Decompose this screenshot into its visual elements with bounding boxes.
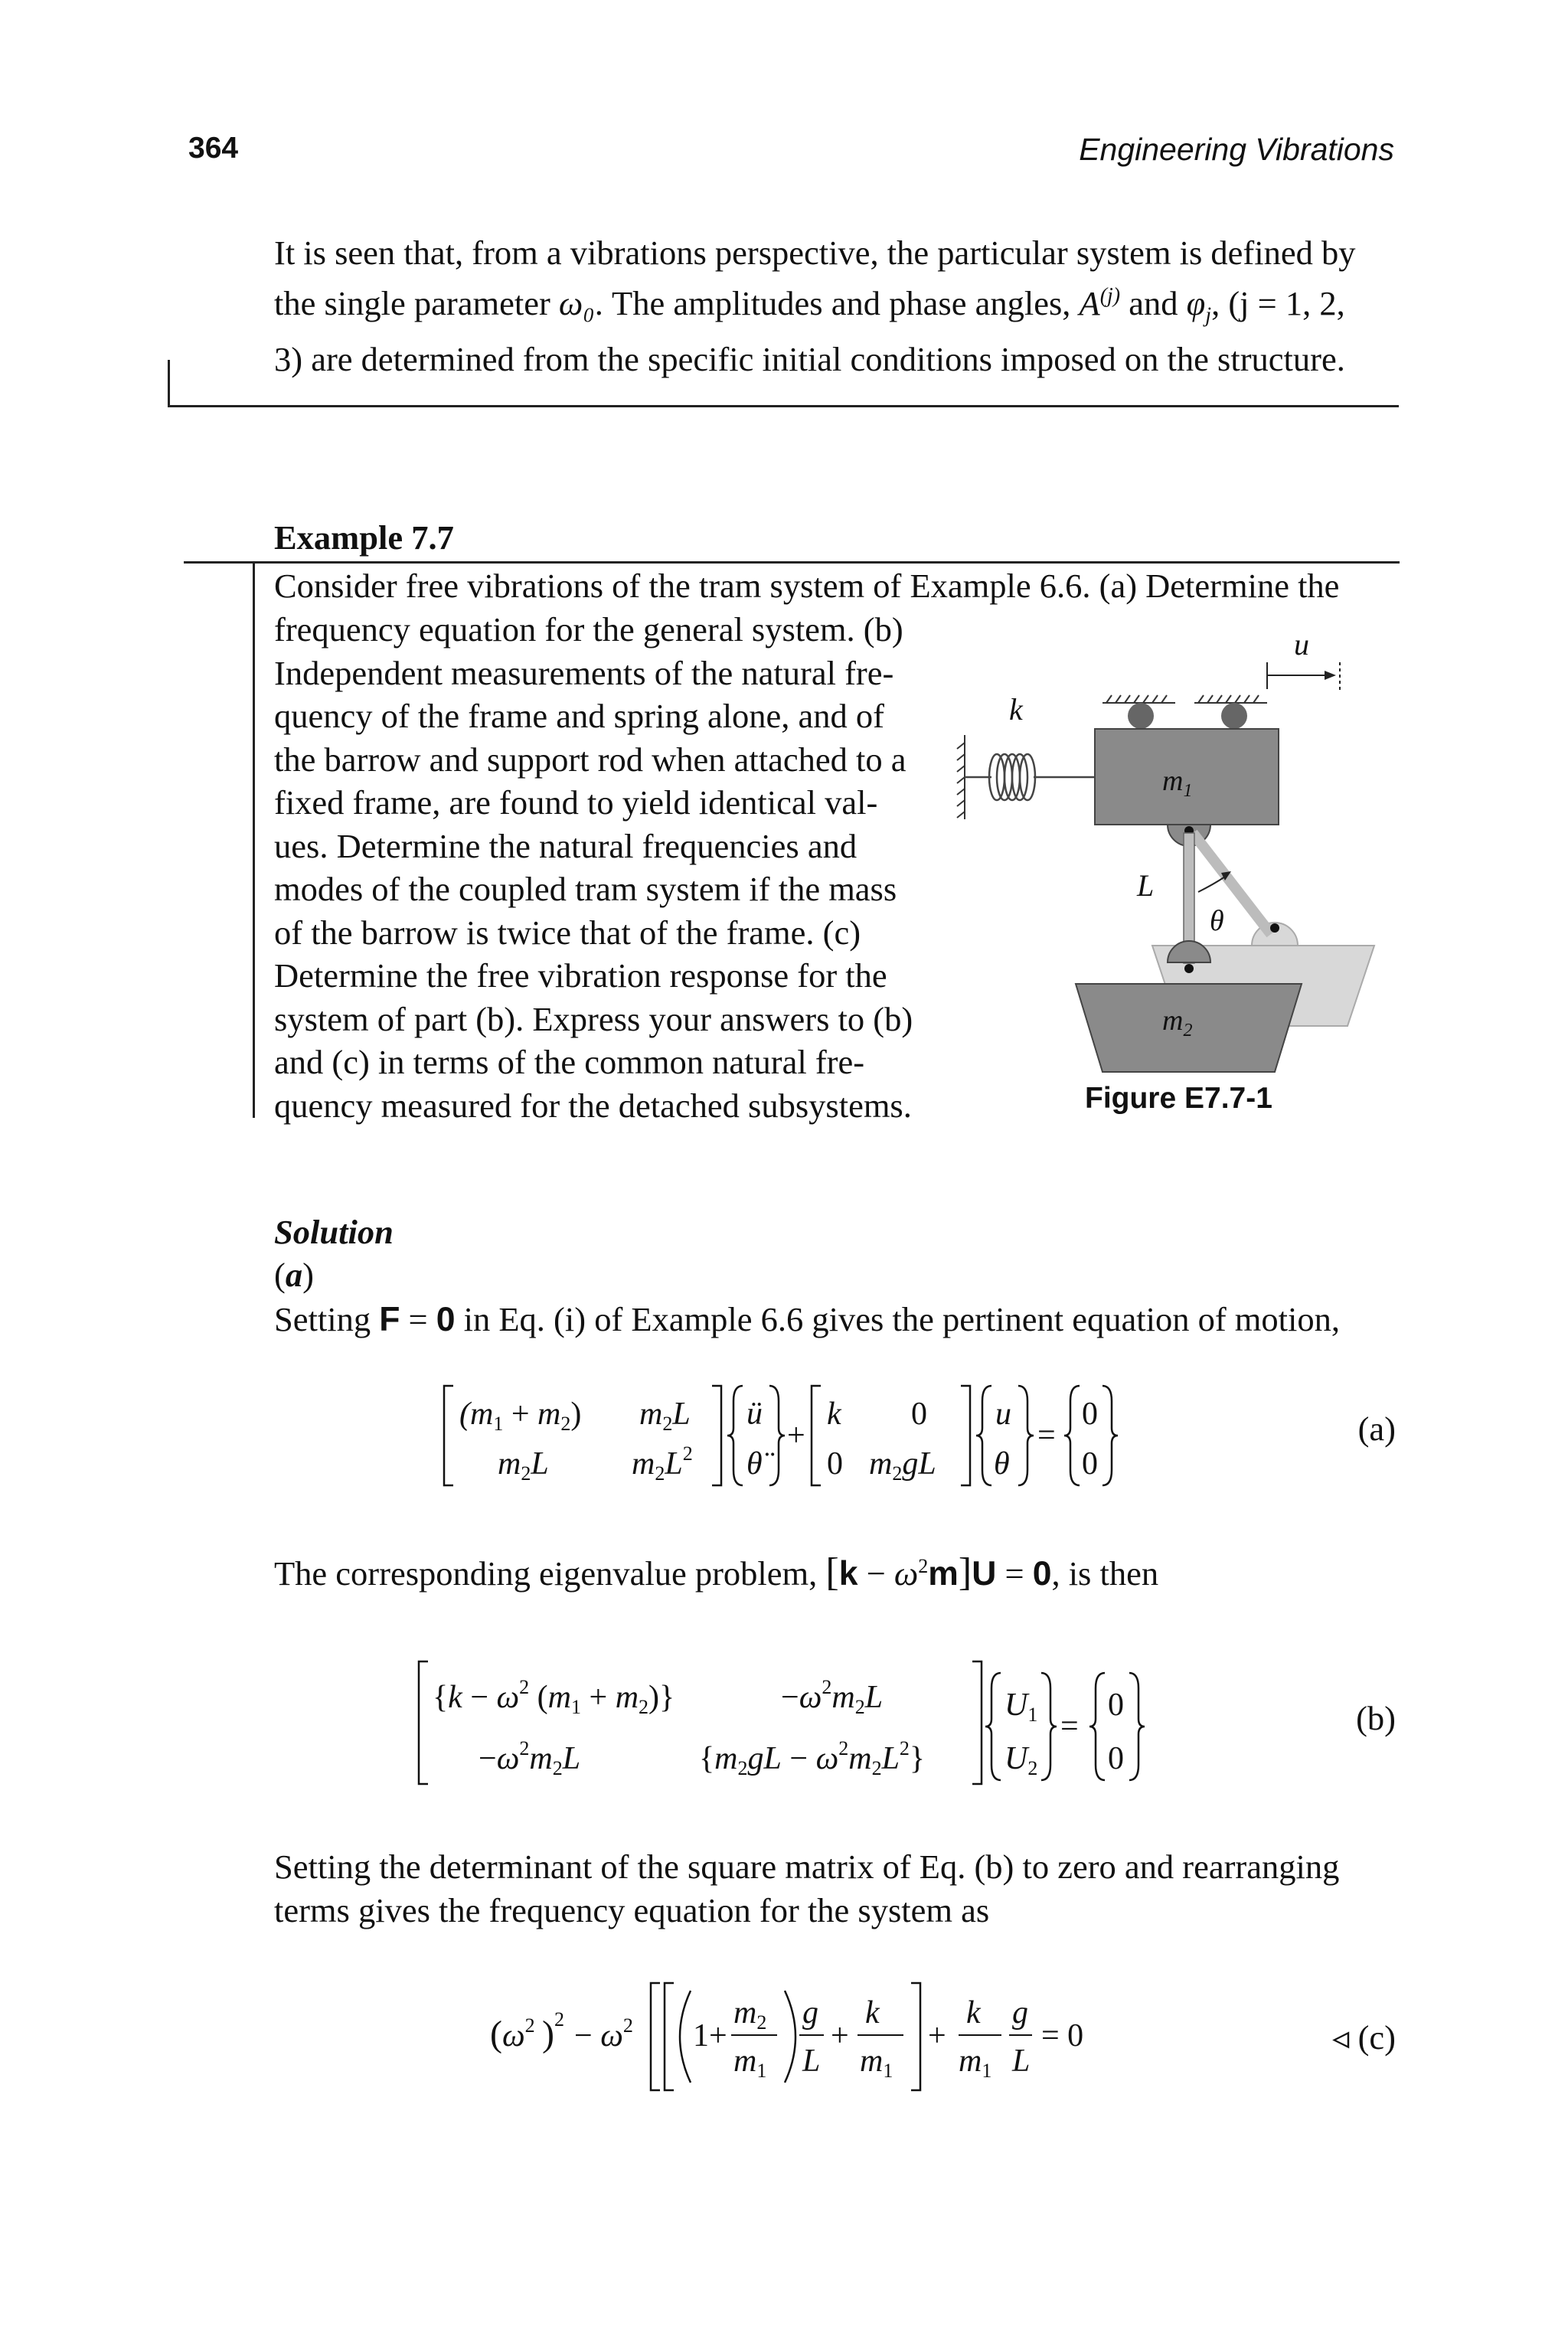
svg-text:0: 0 <box>827 1446 843 1482</box>
svg-text:{k − ω2 (m1 + m2)}: {$k - \omega^2$ (m1 + m2)} <box>433 1676 675 1718</box>
svg-text:U2: U2 <box>1004 1741 1038 1779</box>
svg-text:+: + <box>928 2018 946 2053</box>
spring <box>965 754 1095 800</box>
svg-text:=: = <box>1037 1418 1056 1453</box>
part-a-label: (a) <box>274 1256 314 1294</box>
svg-text:(: ( <box>490 2014 502 2054</box>
eq-label-c: ◃ (c) <box>1332 2018 1396 2057</box>
statement-line: and (c) in terms of the common natural fre- <box>274 1043 865 1081</box>
statement-line: quency of the frame and spring alone, and of <box>274 697 885 735</box>
svg-text:m2gL: m2gL <box>869 1446 936 1485</box>
svg-text:k: k <box>865 1995 880 2031</box>
wall-hatching <box>957 735 965 819</box>
box-rule-left <box>168 360 170 406</box>
equation-b <box>410 1654 1175 1792</box>
tram-figure <box>949 628 1401 1072</box>
running-title: Engineering Vibrations <box>1079 132 1394 167</box>
label-m1: $m_1$ <box>1162 765 1193 801</box>
statement-line: quency measured for the detached subsystems. <box>274 1086 912 1125</box>
label-m2: $m_2$ <box>1162 1005 1193 1041</box>
intro-line-2: the single parameter ω₀. The amplitudes and phase angles, $A^{(j)}$ and $\varphi_j$, (j = 1, 2, <box>274 283 1345 328</box>
svg-text:m2L: m2L <box>498 1446 549 1485</box>
displacement-arrow <box>1267 627 1340 691</box>
svg-text:= 0: = 0 <box>1041 2018 1084 2053</box>
statement-line: frequency equation for the general system. (b) <box>274 610 903 649</box>
wheel-left <box>1128 703 1154 729</box>
svg-text:ω2: $\omega^2$ <box>502 2014 535 2053</box>
wheel-right <box>1221 703 1247 729</box>
svg-text:m1: m1 <box>733 2044 767 2082</box>
svg-text:k: k <box>966 1995 981 2031</box>
svg-text:0: 0 <box>1082 1446 1098 1482</box>
statement-line: modes of the coupled tram system if the mass <box>274 870 897 908</box>
svg-text:ü: ü <box>746 1397 763 1432</box>
statement-line: of the barrow is twice that of the frame. (c) <box>274 913 861 952</box>
eigen-sentence: The corresponding eigenvalue problem, $[k - \omega^2m]U = 0$, is then <box>274 1550 1159 1594</box>
example-rule-top <box>184 561 1400 564</box>
svg-text:θ: θ <box>994 1446 1010 1482</box>
svg-text:+: + <box>831 2018 849 2053</box>
example-statement-line-1: Consider free vibrations of the tram system of Example 6.6. (a) Determine the <box>274 567 1340 605</box>
determinant-line-2: terms gives the frequency equation for the system as <box>274 1890 990 1929</box>
svg-text:0: 0 <box>1108 1687 1124 1723</box>
svg-text:g: g <box>1012 1995 1028 2031</box>
svg-text:m2L2: $m2L^2$ <box>632 1442 693 1485</box>
frame-mass <box>1095 729 1279 825</box>
svg-text:2: 2 <box>554 2008 564 2031</box>
svg-text:m1: m1 <box>860 2044 893 2082</box>
svg-text:m1: m1 <box>959 2044 992 2082</box>
label-k: k <box>1009 692 1023 727</box>
svg-text:0: 0 <box>1082 1397 1098 1432</box>
svg-text:−ω2m2L: $-\omega^2m2L$ <box>479 1737 581 1779</box>
equation-a <box>436 1378 1202 1493</box>
eq-label-a: (a) <box>1357 1410 1396 1448</box>
intro-paragraph <box>274 231 1396 381</box>
svg-text:L: L <box>1012 2044 1031 2079</box>
statement-line: fixed frame, are found to yield identical val- <box>274 783 878 822</box>
example-title: Example 7.7 <box>274 518 454 557</box>
determinant-paragraph <box>274 1845 1396 1932</box>
label-theta: θ <box>1210 905 1224 937</box>
svg-text:0: 0 <box>1108 1741 1124 1776</box>
statement-line: Independent measurements of the natural fre- <box>274 653 894 692</box>
svg-text:(m1 + m2): (m1 + m2) <box>459 1397 582 1435</box>
equation-c <box>490 1975 1118 2090</box>
svg-text:U1: U1 <box>1004 1687 1038 1726</box>
statement-line: Determine the free vibration response for the <box>274 956 887 995</box>
intro-line-3: 3) are determined from the specific initial conditions imposed on the structure. <box>274 339 1345 378</box>
example-statement <box>274 608 933 1127</box>
page-number: 364 <box>188 132 239 165</box>
statement-line: ues. Determine the natural frequencies and <box>274 826 858 865</box>
statement-line: the barrow and support rod when attached to a <box>274 740 906 779</box>
eq-label-b: (b) <box>1356 1699 1396 1737</box>
determinant-line-1: Setting the determinant of the square matrix of Eq. (b) to zero and rearranging <box>274 1848 1340 1886</box>
statement-line: system of part (b). Express your answers to (b) <box>274 999 913 1038</box>
example-rule-left <box>253 563 255 1118</box>
svg-text:+: + <box>787 1418 805 1453</box>
svg-text:− ω2: − $\omega^2$ <box>574 2014 633 2053</box>
intro-line-1: It is seen that, from a vibrations perspective, the particular system is defined by <box>274 234 1356 272</box>
svg-text:1+: 1+ <box>693 2018 727 2053</box>
svg-text:0: 0 <box>911 1397 927 1432</box>
svg-text:): ) <box>542 2014 554 2054</box>
svg-text:−ω2m2L: $-\omega^2m2L$ <box>781 1676 884 1718</box>
svg-text:L: L <box>802 2044 821 2079</box>
svg-text:m2: m2 <box>733 1995 767 2034</box>
svg-text:θ̈: θ̈ <box>746 1446 763 1482</box>
label-L: L <box>1137 868 1155 903</box>
svg-text:k: k <box>827 1397 841 1432</box>
svg-text:=: = <box>1060 1709 1079 1744</box>
setting-sentence: Setting F = 0 in Eq. (i) of Example 6.6 gives the pertinent equation of motion, <box>274 1300 1341 1338</box>
rail-hatching <box>1102 695 1267 703</box>
figure-caption: Figure E7.7-1 <box>1085 1082 1272 1115</box>
label-u: u <box>1294 627 1309 662</box>
svg-text:m2L: m2L <box>639 1397 691 1435</box>
svg-text:{m2gL − ω2m2L2}: $\{m2gL - \omega^2m2L^2\}$ <box>699 1737 926 1779</box>
svg-text:u: u <box>995 1397 1011 1432</box>
pivot-bottom <box>1184 964 1194 973</box>
box-rule-bottom <box>168 405 1399 407</box>
solution-title: Solution <box>274 1213 394 1251</box>
svg-text:g: g <box>802 1995 818 2031</box>
